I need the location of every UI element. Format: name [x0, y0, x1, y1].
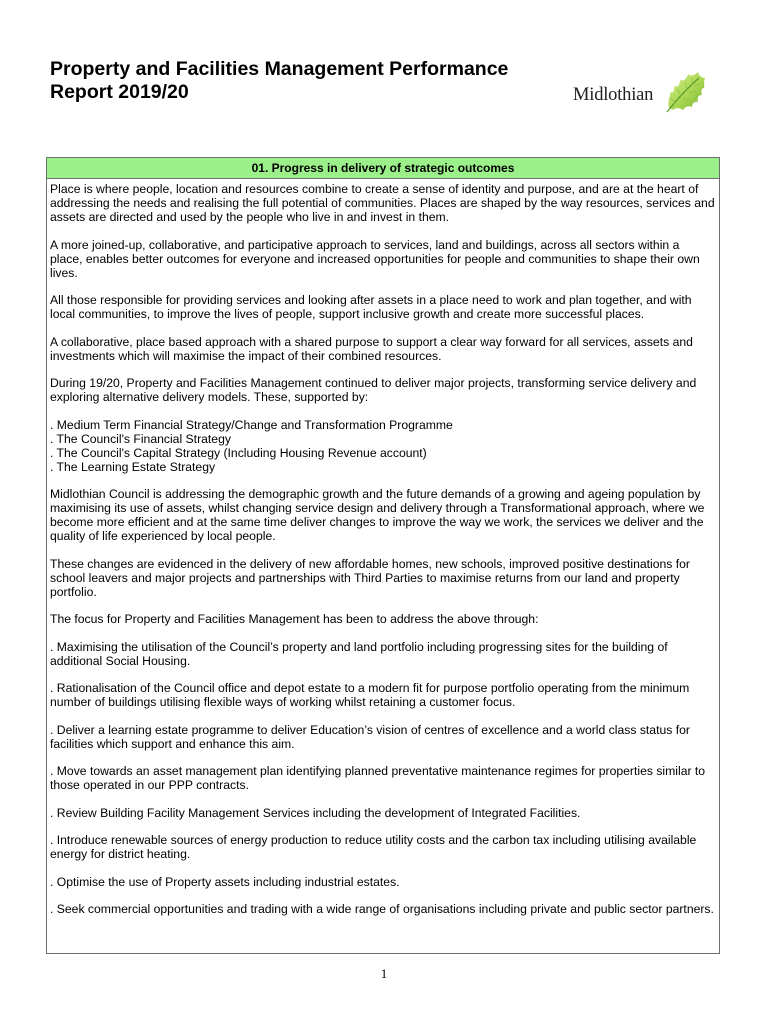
paragraph: A more joined-up, collaborative, and participative approach to services, land and buildings, across all sectors within a place, enables better outcomes for everyone and increased opportunities for people and communities to shape their own lives. — [50, 237, 700, 280]
title-line-2: Report 2019/20 — [50, 81, 189, 103]
strategy-list — [50, 418, 715, 474]
paragraph: All those responsible for providing services and looking after assets in a place need to work and plan together, and with local communities, to improve the lives of people, support inclusive growth and create more successful places. — [50, 293, 692, 321]
focus-point: . Deliver a learning estate programme to deliver Education’s vision of centres of excellence and a world class status for facilities which support and enhance this aim. — [50, 722, 690, 751]
strategic-outcomes-section — [46, 157, 720, 954]
focus-point: . Seek commercial opportunities and trading with a wide range of organisations including private and public sector partners. — [50, 902, 714, 916]
section-body — [47, 179, 719, 916]
page-number: 1 — [380, 966, 388, 981]
list-item: . The Council's Capital Strategy (Including Housing Revenue account) — [50, 445, 427, 460]
oak-leaf-icon — [661, 70, 707, 114]
title-line-1: Property and Facilities Management Performance — [50, 58, 509, 80]
focus-point: . Optimise the use of Property assets including industrial estates. — [50, 874, 400, 889]
focus-point: . Introduce renewable sources of energy production to reduce utility costs and the carbon tax including utilising available energy for district heating. — [50, 833, 697, 861]
paragraph: Midlothian Council is addressing the demographic growth and the future demands of a growing and ageing population by maximising its use of assets, whilst changing service design and delivery through a Transformational approach, where we become more efficient and at the same time deliver changes to improve the way we work, the services we deliver and the quality of life experienced by local people. — [50, 487, 705, 543]
focus-point: . Rationalisation of the Council office and depot estate to a modern fit for purpose portfolio operating from the minimum number of buildings utilising flexible ways of working whilst retaining a customer focus. — [50, 681, 690, 709]
midlothian-logo — [573, 70, 708, 116]
list-item: . The Learning Estate Strategy — [50, 459, 216, 474]
paragraph: Place is where people, location and resources combine to create a sense of identity and purpose, and are at the heart of addressing the needs and realising the full potential of communities. Places are shaped by the way resources, services and assets are directed and used by the people who live in and invest in them. — [50, 182, 715, 224]
list-item: . Medium Term Financial Strategy/Change and Transformation Programme — [50, 417, 453, 432]
paragraph: During 19/20, Property and Facilities Management continued to deliver major projects, transforming service delivery and exploring alternative delivery models. These, supported by: — [50, 376, 697, 404]
page-title — [50, 58, 550, 104]
paragraph: The focus for Property and Facilities Management has been to address the above through: — [50, 612, 539, 626]
focus-point: . Move towards an asset management plan identifying planned preventative maintenance regimes for properties similar to those operated in our PPP contracts. — [50, 764, 706, 792]
section-heading: 01. Progress in delivery of strategic outcomes — [47, 158, 719, 179]
logo-text: Midlothian — [573, 85, 654, 105]
paragraph: A collaborative, place based approach with a shared purpose to support a clear way forward for all services, assets and investments which will maximise the impact of their combined resources. — [50, 334, 693, 363]
paragraph: These changes are evidenced in the delivery of new affordable homes, new schools, improved positive destinations for school leavers and major projects and partnerships with Third Parties to maximise returns from our land and property portfolio. — [50, 556, 690, 599]
focus-point: . Maximising the utilisation of the Council’s property and land portfolio including progressing sites for the building of additional Social Housing. — [50, 639, 668, 668]
focus-point: . Review Building Facility Management Services including the development of Integrated Facilities. — [50, 805, 581, 820]
list-item: . The Council's Financial Strategy — [50, 431, 231, 446]
